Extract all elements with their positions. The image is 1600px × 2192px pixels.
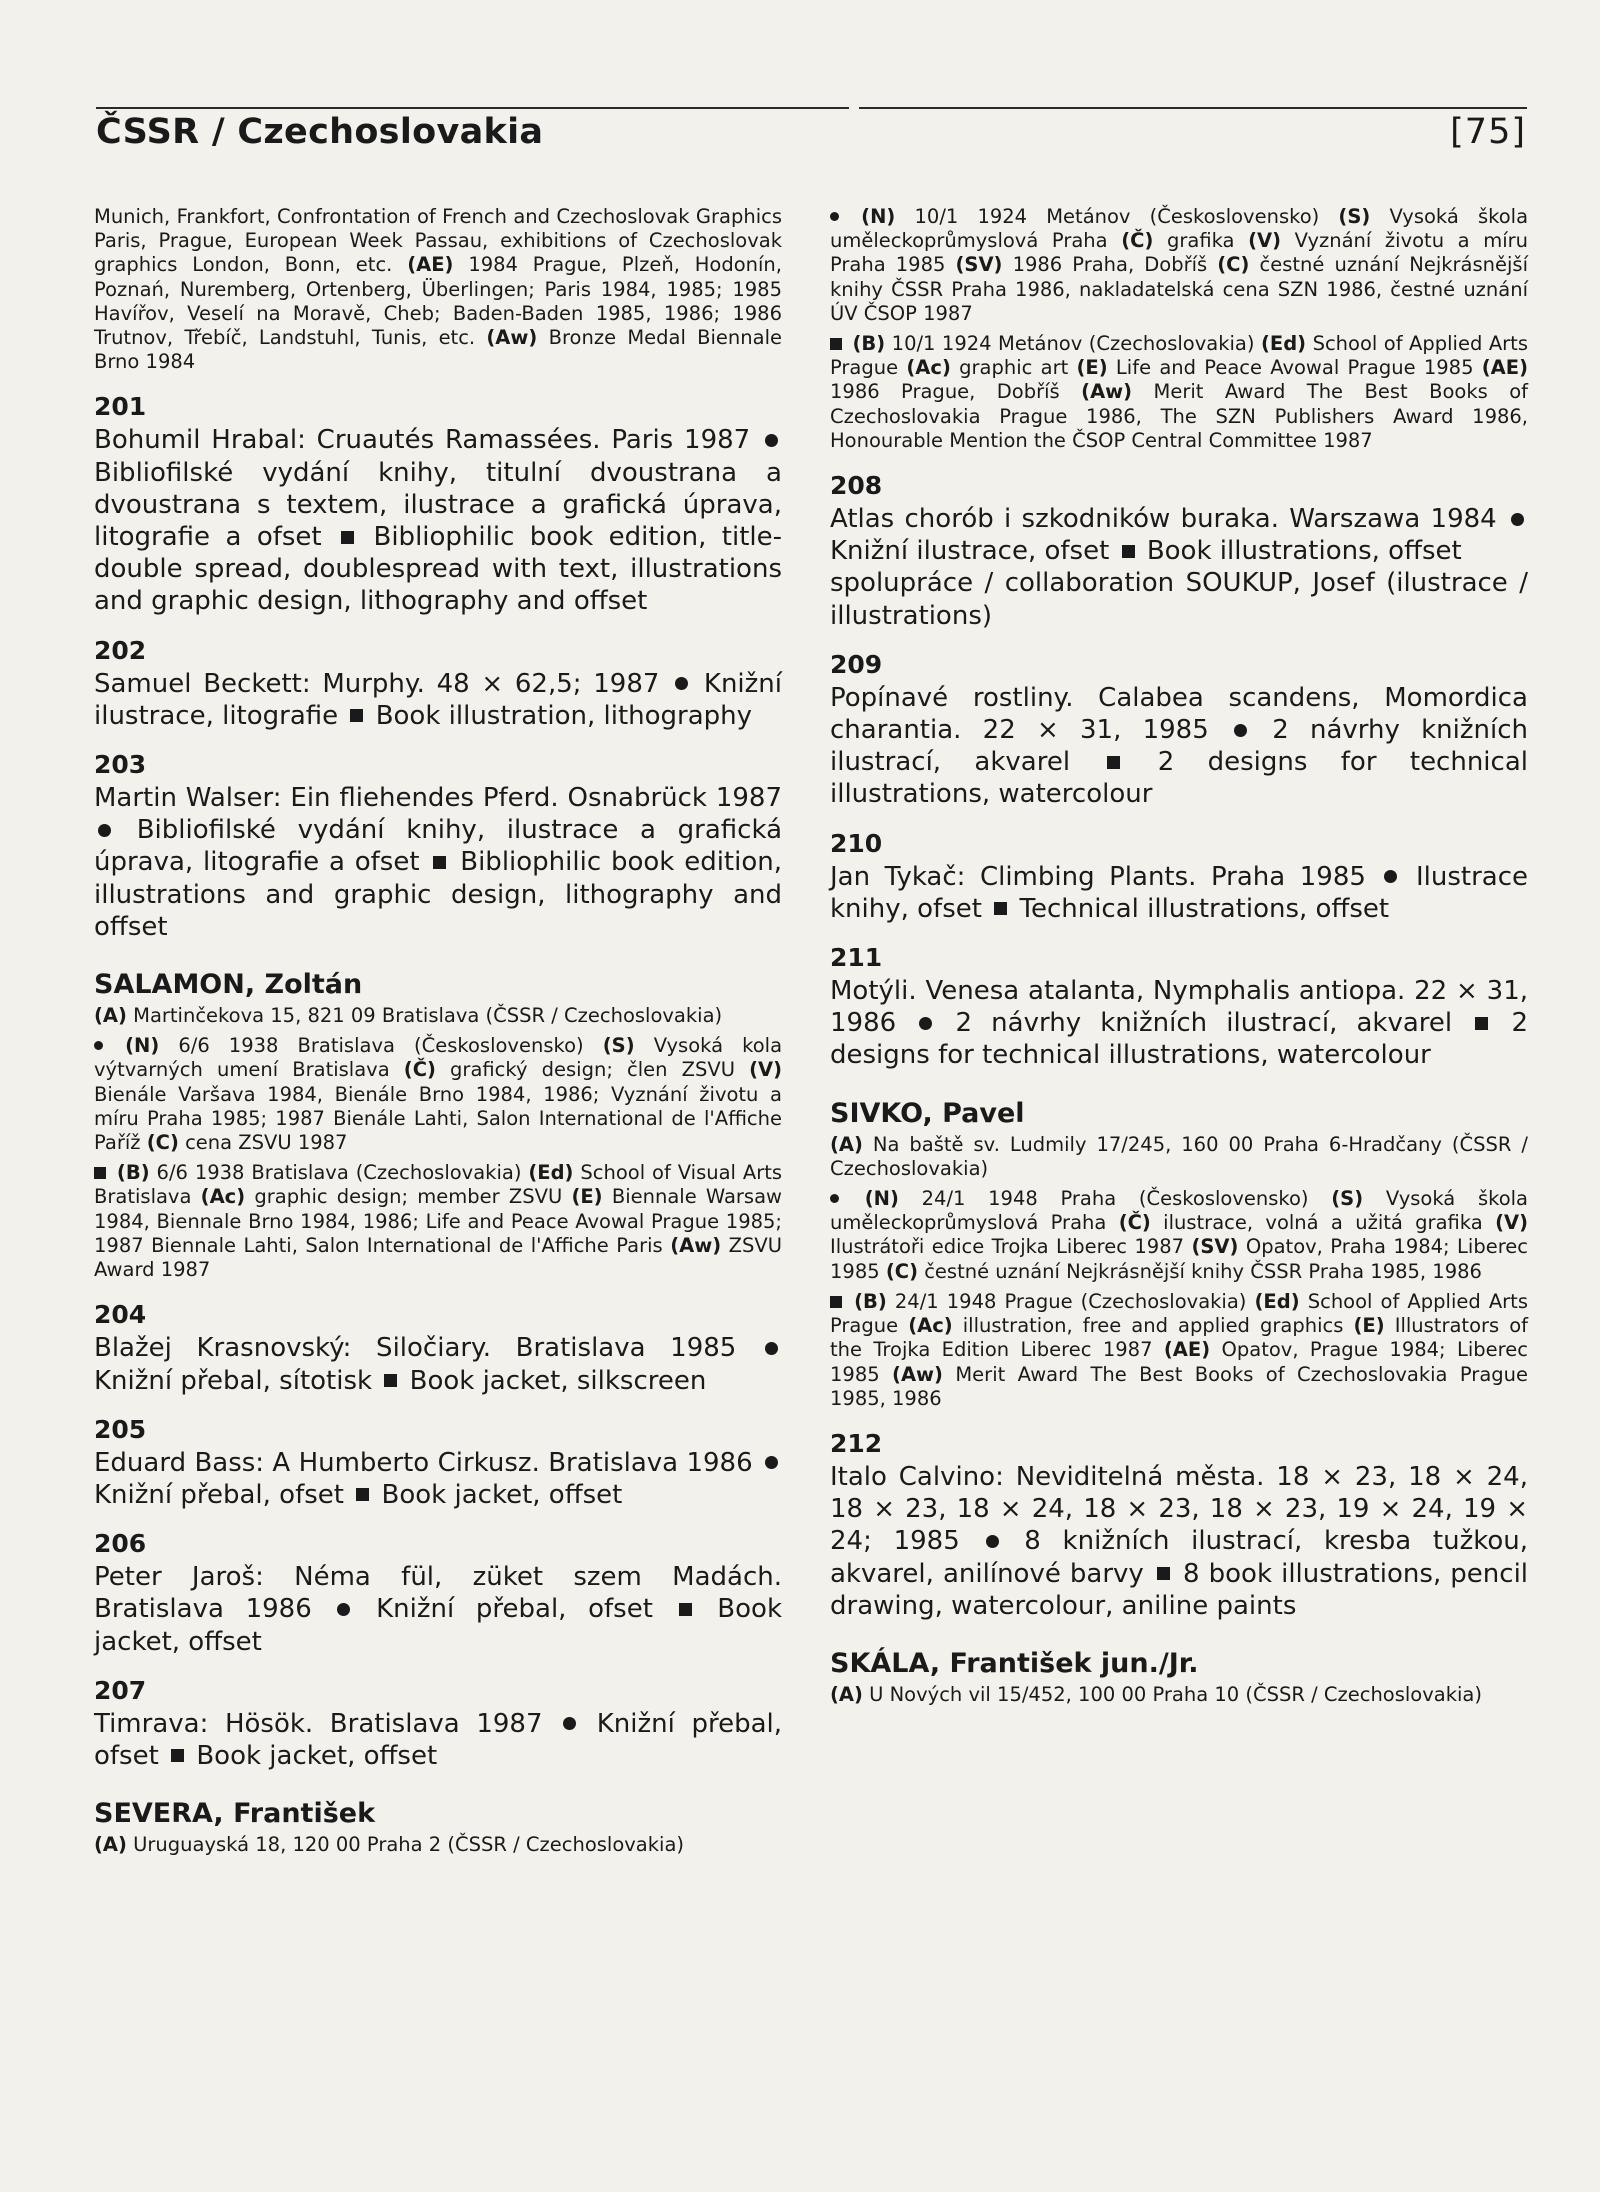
bullet-icon (94, 1041, 103, 1050)
bullet-icon (830, 1194, 839, 1203)
artist-name: SEVERA, František (94, 1798, 376, 1830)
entry-number: 201 (94, 392, 147, 422)
artist-name: SALAMON, Zoltán (94, 969, 363, 1001)
header-rule-left (96, 107, 849, 109)
entry-number: 204 (94, 1300, 147, 1330)
artist-bio-czech: (N) 24/1 1948 Praha (Československo) (S) Vysoká škola uměleckoprůmyslová Praha (Č) ilustrace, volná a užitá grafika (V) Ilustrátoři edice Trojka Liberec 1987 (SV) Opatov, Praha 1984; Liberec 1985 (C) čestné uznání Nejkrásnější knihy ČSSR Praha 1985, 1986 (830, 1187, 1529, 1283)
entry-number: 211 (830, 943, 883, 973)
entry-text: Italo Calvino: Neviditelná města. 18 × 23, 18 × 24, 18 × 23, 18 × 24, 18 × 23, 18 × 23, 19 × 24, 19 × 24; 1985 8 knižních ilustrací, kresba tužkou, akvarel, anilínové barvy 8 book illustrations, pencil drawing, watercolour, aniline paints (830, 1461, 1529, 1621)
square-icon (1157, 1567, 1170, 1580)
bullet-icon (765, 1342, 778, 1355)
square-icon (830, 1296, 842, 1308)
entry-205 (94, 1415, 782, 1511)
page-number: [75] (1450, 112, 1526, 152)
entry-text: Peter Jaroš: Néma fül, züket szem Madách. Bratislava 1986 Knižní přebal, ofset Book jacket, offset (94, 1562, 783, 1657)
square-icon (94, 1167, 106, 1179)
bullet-icon (1384, 870, 1397, 883)
square-icon (679, 1603, 692, 1616)
entry-text: Blažej Krasnovský: Siločiary. Bratislava 1985 Knižní přebal, sítotisk Book jacket, silkscreen (94, 1332, 782, 1396)
bullet-icon (563, 1717, 576, 1730)
entry-203 (94, 750, 782, 943)
artist-address: (A) Martinčekova 15, 821 09 Bratislava (ČSSR / Czechoslovakia) (94, 1004, 723, 1028)
square-icon (350, 709, 363, 722)
bullet-icon (337, 1603, 350, 1616)
artist-salamon (94, 969, 782, 1282)
square-icon (1122, 545, 1135, 558)
right-column (830, 205, 1528, 1713)
entry-206 (94, 1529, 782, 1658)
entry-number: 203 (94, 750, 147, 780)
entry-number: 206 (94, 1529, 147, 1559)
square-icon (1475, 1017, 1488, 1030)
artist-bio-english: (B) 10/1 1924 Metánov (Czechoslovakia) (Ed) School of Applied Arts Prague (Ac) graphic art (E) Life and Peace Avowal Prague 1985 (AE) 1986 Prague, Dobříš (Aw) Merit Award The Best Books of Czechoslovakia Prague 1986, The SZN Publishers Award 1986, Honourable Mention the ČSOP Central Committee 1987 (830, 332, 1529, 452)
artist-bio-english: (B) 24/1 1948 Prague (Czechoslovakia) (Ed) School of Applied Arts Prague (Ac) illustration, free and applied graphics (E) Illustrators of the Trojka Edition Liberec 1987 (AE) Opatov, Prague 1984; Liberec 1985 (Aw) Merit Award The Best Books of Czechoslovakia Prague 1985, 1986 (830, 1289, 1529, 1410)
entry-text: Popínavé rostliny. Calabea scandens, Momordica charantia. 22 × 31, 1985 2 návrhy knižních ilustrací, akvarel 2 designs for technical illustrations, watercolour (830, 682, 1528, 810)
entry-collaboration: spolupráce / collaboration SOUKUP, Josef (ilustrace / illustrations) (830, 568, 1528, 631)
artist-name: SIVKO, Pavel (830, 1097, 1025, 1129)
entry-204 (94, 1300, 782, 1396)
square-icon (171, 1749, 184, 1762)
bullet-icon (675, 677, 688, 690)
artist-address: (A) Uruguayská 18, 120 00 Praha 2 (ČSSR / Czechoslovakia) (94, 1833, 685, 1857)
artist-address: (A) U Nových vil 15/452, 100 00 Praha 10 (ČSSR / Czechoslovakia) (830, 1682, 1482, 1706)
artist-sivko (830, 1098, 1528, 1411)
bullet-icon (830, 212, 839, 221)
entry-210 (830, 829, 1528, 925)
entry-text: Eduard Bass: A Humberto Cirkusz. Bratislava 1986 Knižní přebal, ofset Book jacket, offset (94, 1447, 782, 1511)
artist-name: SKÁLA, František jun./Jr. (830, 1647, 1199, 1679)
entry-text: Atlas chorób i szkodników buraka. Warszawa 1984 Knižní ilustrace, ofset Book illustrations, offset (830, 503, 1528, 567)
entry-text: Timrava: Hösök. Bratislava 1987 Knižní přebal, ofset Book jacket, offset (94, 1708, 782, 1771)
entry-text: Martin Walser: Ein fliehendes Pferd. Osnabrück 1987 Bibliofilské vydání knihy, ilustrace a grafická úprava, litografie a ofset Bibliophilic book edition, illustrations and graphic design, lithography and offset (94, 783, 782, 942)
artist-severa (94, 1798, 782, 1857)
bullet-icon (765, 434, 778, 447)
bullet-icon (986, 1535, 999, 1548)
bullet-icon (1511, 513, 1524, 526)
entry-209 (830, 650, 1528, 811)
entry-text: Motýli. Venesa atalanta, Nymphalis antiopa. 22 × 31, 1986 2 návrhy knižních ilustrací, akvarel 2 designs for technical illustrations, watercolour (830, 976, 1528, 1071)
bullet-icon (98, 824, 111, 837)
entry-212 (830, 1429, 1528, 1622)
entry-207 (94, 1676, 782, 1772)
bullet-icon (1234, 724, 1247, 737)
entry-text: Bohumil Hrabal: Cruautés Ramassées. Paris 1987 Bibliofilské vydání knihy, titulní dvoustrana a dvoustrana s textem, ilustrace a grafická úprava, litografie a ofset Bibliophilic book edition, title-double spread, doublespread with text, illustrations and graphic design, lithography and offset (94, 425, 783, 617)
square-icon (356, 1488, 369, 1501)
entry-number: 210 (830, 828, 883, 858)
entry-number: 209 (830, 649, 883, 679)
entry-208 (830, 471, 1528, 632)
entry-number: 202 (94, 635, 147, 665)
square-icon (384, 1374, 397, 1387)
intro-paragraph: Munich, Frankfort, Confrontation of French and Czechoslovak Graphics Paris, Prague, European Week Passau, exhibitions of Czechoslovak graphics London, Bonn, etc. (AE) 1984 Prague, Plzeň, Hodonín, Poznań, Nuremberg, Ortenberg, Überlingen; Paris 1984, 1985; 1985 Havířov, Veselí na Moravě, Cheb; Baden-Baden 1985, 1986; 1986 Trutnov, Třebíč, Landstuhl, Tunis, etc. (Aw) Bronze Medal Biennale Brno 1984 (94, 205, 783, 374)
entry-text: Jan Tykač: Climbing Plants. Praha 1985 Ilustrace knihy, ofset Technical illustrations, offset (830, 861, 1528, 924)
square-icon (433, 856, 446, 869)
artist-bio-czech: (N) 10/1 1924 Metánov (Československo) (S) Vysoká škola uměleckoprůmyslová Praha (Č) grafika (V) Vyznání životu a míru Praha 1985 (SV) 1986 Praha, Dobříš (C) čestné uznání Nejkrásnější knihy ČSSR Praha 1986, nakladatelská cena SZN 1986, čestné uznání ÚV ČSOP 1987 (830, 205, 1529, 325)
page-title: ČSSR / Czechoslovakia (96, 112, 544, 152)
entry-number: 205 (94, 1414, 147, 1444)
bullet-icon (919, 1017, 932, 1030)
header-rule-right (859, 107, 1527, 109)
left-column (94, 205, 782, 1863)
artist-bio-czech: (N) 6/6 1938 Bratislava (Československo) (S) Vysoká kola výtvarných umení Bratislava (Č) grafický design; člen ZSVU (V) Bienále Varšava 1984, Bienále Brno 1984, 1986; Vyznání životu a míru Praha 1985; 1987 Bienále Lahti, Salon International de l'Affiche Paříž (C) cena ZSVU 1987 (94, 1034, 783, 1155)
square-icon (994, 902, 1007, 915)
artist-address: (A) Na baště sv. Ludmily 17/245, 160 00 Praha 6-Hradčany (ČSSR / Czechoslovakia) (830, 1132, 1528, 1180)
square-icon (830, 338, 842, 350)
entry-211 (830, 943, 1528, 1072)
entry-201 (94, 392, 782, 617)
artist-bio-english: (B) 6/6 1938 Bratislava (Czechoslovakia) (Ed) School of Visual Arts Bratislava (Ac) graphic design; member ZSVU (E) Biennale Warsaw 1984, Biennale Brno 1984, 1986; Life and Peace Avowal Prague 1985; 1987 Biennale Lahti, Salon International de l'Affiche Paris (Aw) ZSVU Award 1987 (94, 1161, 783, 1282)
artist-skala (830, 1648, 1528, 1707)
entry-text: Samuel Beckett: Murphy. 48 × 62,5; 1987 Knižní ilustrace, litografie Book illustration, lithography (94, 668, 783, 731)
entry-number: 212 (830, 1428, 883, 1458)
entry-number: 207 (94, 1675, 147, 1705)
square-icon (1107, 756, 1120, 769)
square-icon (341, 531, 354, 544)
bullet-icon (765, 1456, 778, 1469)
entry-number: 208 (830, 471, 883, 501)
entry-202 (94, 636, 782, 732)
